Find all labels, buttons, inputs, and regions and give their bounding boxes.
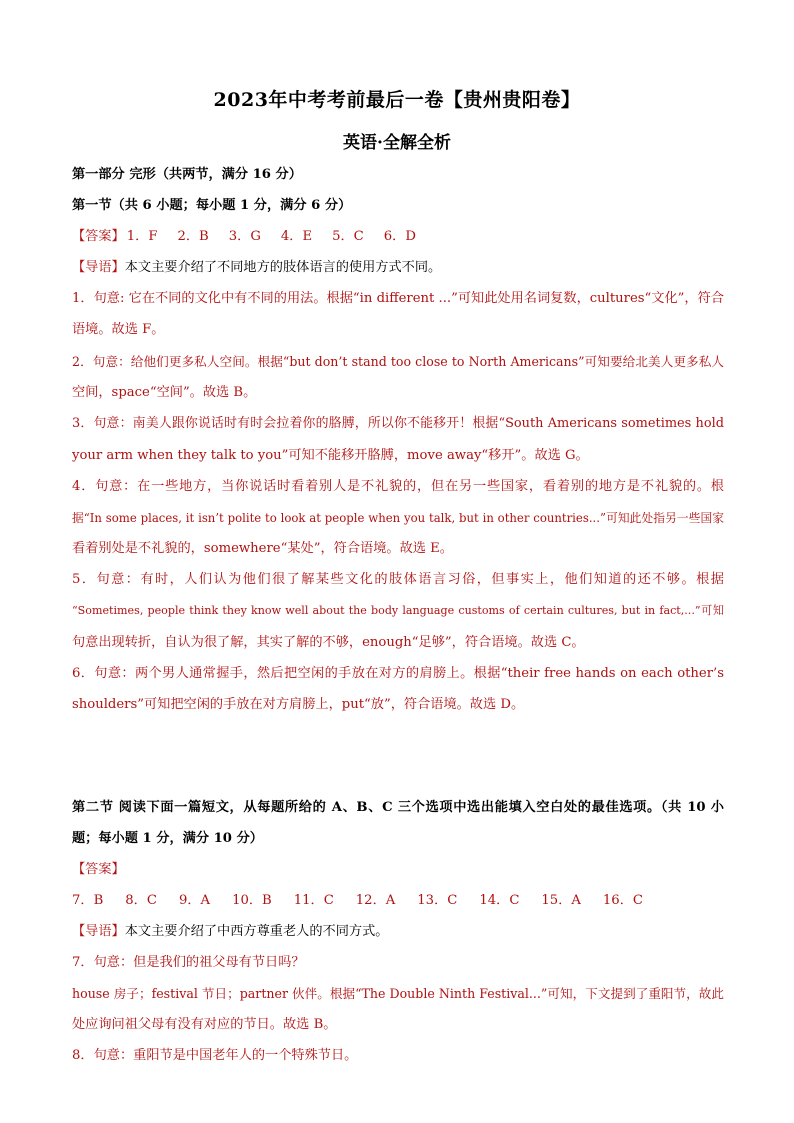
explanation-q6-line2: shoulders”可知把空闲的手放在对方肩膀上，put“放”，符合语境。故选 D。 bbox=[72, 697, 525, 712]
answer-item: 13．C bbox=[417, 893, 458, 908]
answer-item: 8．C bbox=[125, 893, 157, 908]
answer-item: 15．A bbox=[541, 893, 581, 908]
answer-item: 1．F bbox=[126, 229, 158, 244]
document-subtitle: 英语·全解全析 bbox=[343, 133, 451, 153]
answer-item: 6．D bbox=[383, 229, 416, 244]
answer-item: 12．A bbox=[355, 893, 396, 908]
explanation-q4-line2: 据“In some places, it isn’t polite to look at people when you talk, but in other countries...”可知此处指另一些国家 bbox=[72, 511, 724, 525]
section1-guide bbox=[72, 258, 724, 278]
answer-label: 【答案】 bbox=[72, 229, 125, 244]
explanation-q4-line3: 看着别处是不礼貌的，somewhere“某处”，符合语境。故选 E。 bbox=[72, 541, 453, 556]
guide-label: 【导语】 bbox=[72, 260, 125, 275]
explanation-q2-line2: 空间，space“空间”。故选 B。 bbox=[72, 385, 257, 400]
document-title: 2023年中考考前最后一卷【贵州贵阳卷】 bbox=[213, 89, 581, 111]
answer-item: 10．B bbox=[232, 893, 272, 908]
section2-heading-line1: 第二节 阅读下面一篇短文，从每题所给的 A、B、C 三个选项中选出能填入空白处的最佳选项。（共 10 小 bbox=[72, 800, 724, 815]
explanation-q3-line1: 3．句意：南美人跟你说话时有时会拉着你的胳膊，所以你不能移开！根据“South Americans sometimes hold bbox=[72, 416, 724, 431]
explanation-q2-line1: 2．句意：给他们更多私人空间。根据“but don’t stand too close to North Americans”可知要给北美人更多私人 bbox=[72, 354, 724, 369]
part1-heading: 第一部分 完形（共两节，满分 16 分） bbox=[72, 167, 302, 182]
answer-item: 5．C bbox=[332, 229, 364, 244]
guide-text: 本文主要介绍了不同地方的肢体语言的使用方式不同。 bbox=[124, 260, 442, 275]
explanation-q7-line3: 处应询问祖父母有没有对应的节日。故选 B。 bbox=[72, 1017, 337, 1032]
answer-item: 9．A bbox=[178, 893, 211, 908]
guide-text: 本文主要介绍了中西方尊重老人的不同方式。 bbox=[124, 924, 389, 939]
explanation-q5-line1: 5．句意：有时，人们认为他们很了解某些文化的肢体语言习俗，但事实上，他们知道的还不够。根据 bbox=[72, 572, 724, 587]
answer-item: 11．C bbox=[293, 893, 334, 908]
answer-item: 3．G bbox=[228, 229, 261, 244]
answer-item: 14．C bbox=[479, 893, 520, 908]
answer-item: 4．E bbox=[280, 229, 313, 244]
section1-answers bbox=[72, 227, 724, 247]
explanation-q4-line1: 4．句意：在一些地方，当你说话时看着别人是不礼貌的，但在另一些国家，看着别的地方是不礼貌的。根 bbox=[72, 479, 724, 494]
answer-item: 2．B bbox=[177, 229, 209, 244]
section2-answers bbox=[72, 891, 724, 911]
explanation-q6-line1: 6．句意：两个男人通常握手，然后把空闲的手放在对方的肩膀上。根据“their free hands on each other’s bbox=[72, 666, 724, 681]
explanation-q3-line2: your arm when they talk to you”可知不能移开胳膊，move away“移开”。故选 G。 bbox=[72, 448, 589, 463]
explanation-q5-line3: 句意出现转折，自认为很了解，其实了解的不够，enough“足够”，符合语境。故选 C。 bbox=[72, 635, 585, 650]
explanation-q1-line2: 语境。故选 F。 bbox=[72, 322, 165, 337]
answer-item: 16．C bbox=[602, 893, 643, 908]
explanation-q7-line2: house 房子；festival 节日；partner 伙伴。根据“The Double Ninth Festival...”可知，下文提到了重阳节，故此 bbox=[72, 986, 724, 1001]
section2-heading-line2: 题；每小题 1 分，满分 10 分） bbox=[72, 831, 263, 846]
explanation-q5-line2: “Sometimes, people think they know well about the body language customs of certain cultures, but in fact,...”可知 bbox=[72, 604, 724, 617]
section2-answer-label: 【答案】 bbox=[72, 862, 125, 877]
explanation-q7-line1: 7．句意：但是我们的祖父母有节日吗？ bbox=[72, 955, 305, 970]
answer-item: 7．B bbox=[72, 893, 104, 908]
guide-label: 【导语】 bbox=[72, 924, 125, 939]
explanation-q1-line1: 1．句意: 它在不同的文化中有不同的用法。根据“in different ...”可知此处用名词复数，cultures“文化”，符合 bbox=[72, 291, 724, 306]
section1-heading: 第一节（共 6 小题；每小题 1 分，满分 6 分） bbox=[72, 198, 352, 213]
explanation-q8-line1: 8．句意：重阳节是中国老年人的一个特殊节日。 bbox=[72, 1048, 358, 1063]
section2-guide bbox=[72, 922, 724, 942]
